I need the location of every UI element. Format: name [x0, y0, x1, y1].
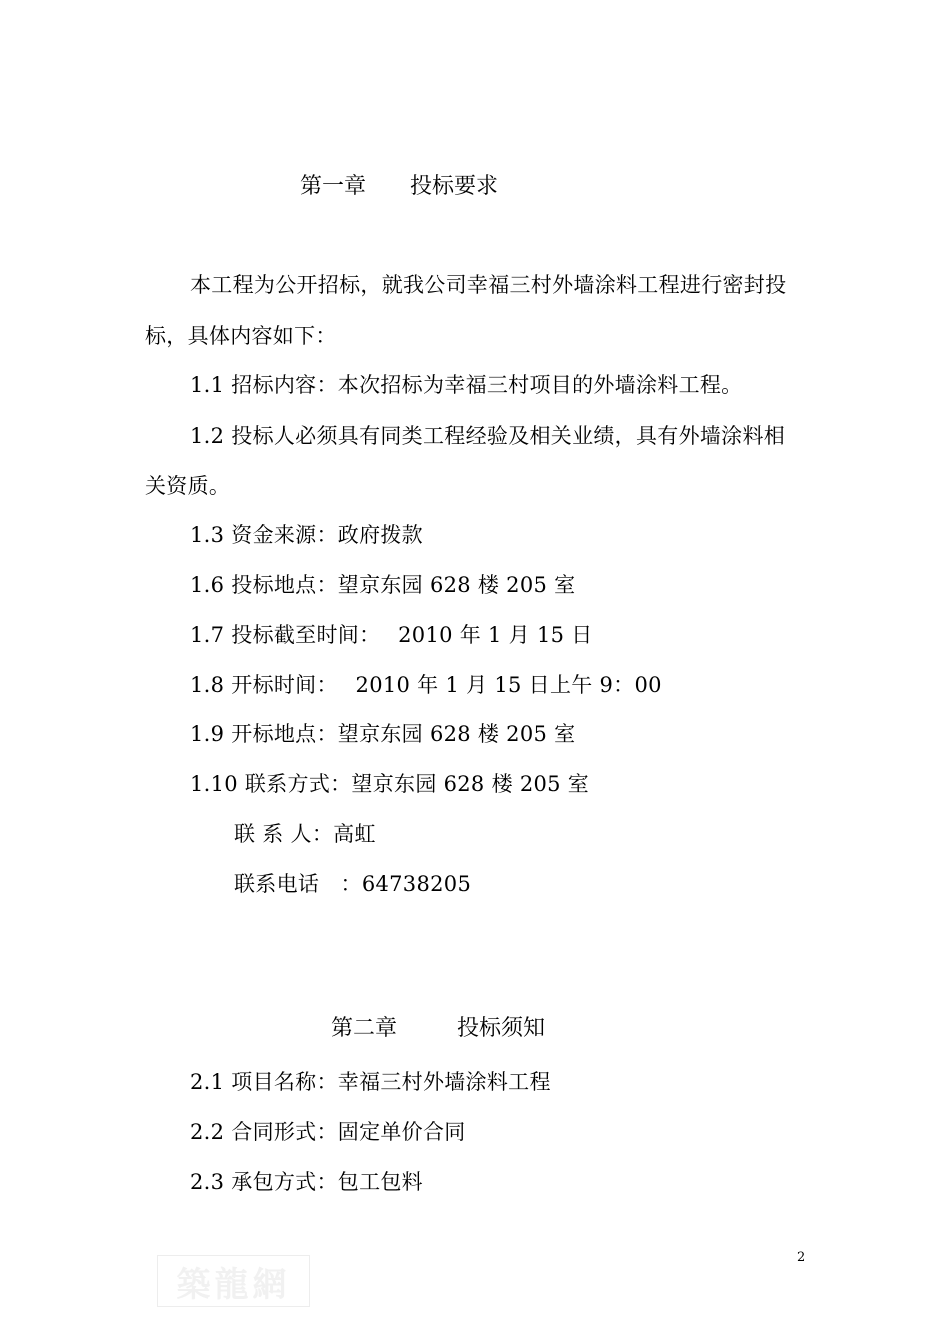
item-1-3: 1.3 资金来源：政府拨款 — [190, 523, 423, 547]
item-1-7: 1.7 投标截至时间： 2010 年 1 月 15 日 — [190, 623, 593, 647]
chapter-2-heading — [331, 1014, 545, 1044]
chapter-2-number: 第二章 — [331, 1016, 398, 1041]
contact-person-value: 高虹 — [333, 822, 376, 846]
watermark-logo — [157, 1255, 310, 1307]
item-1-10: 1.10 联系方式：望京东园 628 楼 205 室 — [190, 772, 590, 796]
chapter-1-heading — [300, 172, 498, 202]
contact-phone-line — [234, 870, 471, 898]
chapter-1-number: 第一章 — [300, 174, 367, 199]
item-1-2-line-2: 关资质。 — [145, 474, 231, 498]
item-1-1: 1.1 招标内容：本次招标为幸福三村项目的外墙涂料工程。 — [190, 373, 743, 397]
contact-person-line — [234, 820, 376, 848]
item-2-2: 2.2 合同形式：固定单价合同 — [190, 1120, 466, 1144]
item-1-6: 1.6 投标地点：望京东园 628 楼 205 室 — [190, 573, 576, 597]
item-2-3: 2.3 承包方式：包工包料 — [190, 1170, 423, 1194]
watermark-text: 築龍網 — [176, 1264, 291, 1305]
contact-phone-label: 联系电话 ： — [234, 872, 362, 896]
contact-phone-value: 64738205 — [361, 872, 472, 896]
contact-person-label: 联 系 人： — [234, 822, 334, 846]
chapter-1-title: 投标要求 — [410, 174, 499, 199]
item-2-1: 2.1 项目名称：幸福三村外墙涂料工程 — [190, 1070, 551, 1094]
item-1-9: 1.9 开标地点：望京东园 628 楼 205 室 — [190, 722, 576, 746]
item-1-2-line-1: 1.2 投标人必须具有同类工程经验及相关业绩，具有外墙涂料相 — [190, 424, 786, 448]
intro-line-2: 标，具体内容如下： — [145, 324, 337, 348]
page-number: 2 — [797, 1250, 806, 1265]
item-1-8: 1.8 开标时间： 2010 年 1 月 15 日上午 9：00 — [190, 673, 662, 697]
intro-line-1: 本工程为公开招标，就我公司幸福三村外墙涂料工程进行密封投 — [190, 273, 787, 297]
chapter-2-title: 投标须知 — [457, 1016, 546, 1041]
